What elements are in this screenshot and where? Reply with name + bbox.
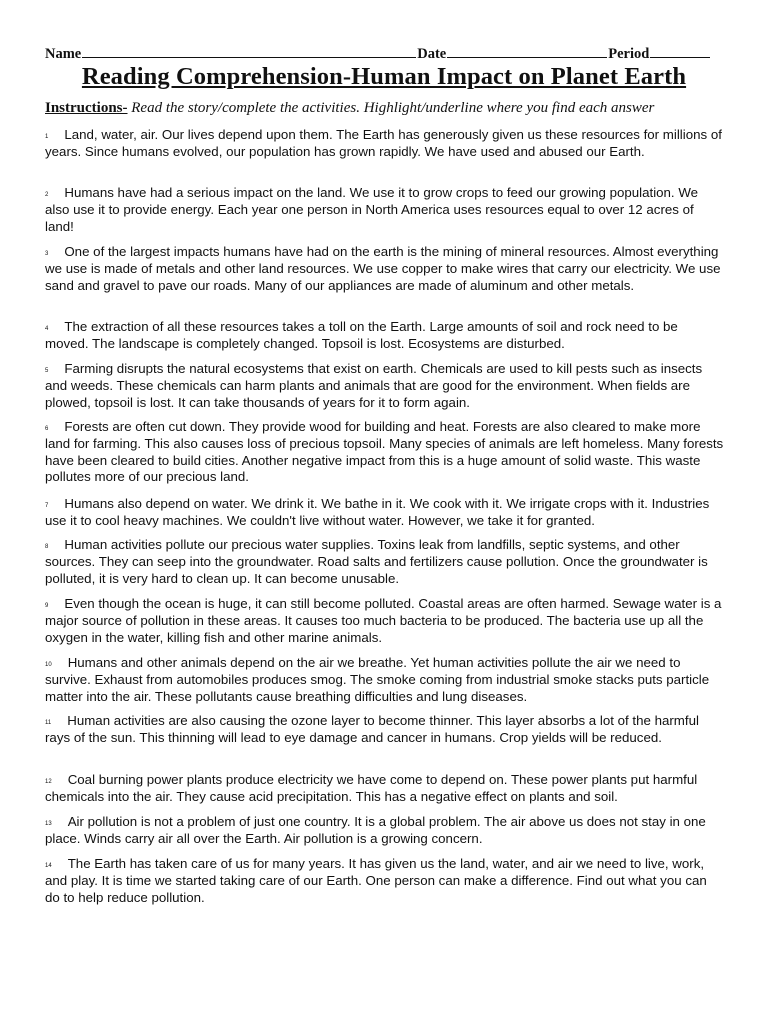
instructions-text: Read the story/complete the activities. Highlight/underline where you find each answer	[127, 100, 655, 116]
paragraph-7	[45, 496, 725, 530]
paragraph-9	[45, 596, 725, 646]
paragraph-12	[45, 772, 725, 806]
date-blank[interactable]	[447, 46, 607, 58]
name-label: Name	[45, 46, 82, 62]
instructions	[45, 100, 745, 117]
paragraph-text: Land, water, air. Our lives depend upon them. The Earth has generously given us these resources for millions of years. Since humans evolved, our population has grown rapidly. We have used and abused our Earth.	[45, 127, 722, 159]
instructions-label: Instructions-	[45, 100, 128, 116]
paragraph-text: Human activities are also causing the ozone layer to become thinner. This layer absorbs a lot of the harmful rays of the sun. This thinning will lead to eye damage and cancer in humans. Crop yields will be reduced.	[45, 713, 699, 745]
paragraph-text: One of the largest impacts humans have had on the earth is the mining of mineral resources. Almost everything we use is made of metals and other land resources. We use copper to make wires that carry our electricity. We use sand and gravel to pave our roads. Many of our appliances are made of aluminum and other metals.	[45, 244, 721, 293]
paragraph-number: 1	[45, 134, 49, 140]
paragraph-6	[45, 419, 725, 486]
period-label: Period	[608, 46, 650, 62]
paragraph-2	[45, 185, 725, 235]
paragraph-text: Even though the ocean is huge, it can still become polluted. Coastal areas are often harmed. Sewage water is a major source of pollution in these areas. It causes too much bacteria to be produced. The bacteria use up all the oxygen in the water, killing fish and other marine animals.	[45, 596, 722, 645]
paragraph-3	[45, 244, 725, 294]
paragraph-11	[45, 713, 725, 747]
paragraph-number: 6	[45, 426, 49, 432]
date-label: Date	[417, 46, 447, 62]
paragraph-number: 12	[45, 779, 52, 785]
paragraph-number: 13	[45, 821, 52, 827]
paragraph-text: Forests are often cut down. They provide wood for building and heat. Forests are also cleared to make more land for farming. This also causes loss of precious topsoil. Many species of animals are left homeless. Many forests have been cleared to build cities. Another negative impact from this is a huge amount of solid waste. This waste pollutes more of our precious land.	[45, 419, 724, 485]
paragraph-text: Coal burning power plants produce electricity we have come to depend on. These power plants put harmful chemicals into the air. They cause acid precipitation. This has a negative effect on plants and soil.	[45, 772, 698, 804]
paragraph-text: Humans have had a serious impact on the land. We use it to grow crops to feed our growing population. We also use it to provide energy. Each year one person in North America uses resources equal to over 12 acres of land!	[45, 185, 699, 234]
paragraph-number: 9	[45, 603, 49, 609]
paragraph-8	[45, 537, 725, 587]
paragraph-number: 7	[45, 503, 49, 509]
paragraph-number: 5	[45, 368, 49, 374]
paragraph-number: 11	[45, 720, 52, 726]
paragraph-number: 4	[45, 326, 49, 332]
paragraph-number: 14	[45, 863, 52, 869]
paragraph-text: The Earth has taken care of us for many years. It has given us the land, water, and air we need to live, work, and play. It is time we started taking care of our Earth. One person can make a difference. Find out what you can do to help reduce pollution.	[45, 856, 707, 905]
paragraph-5	[45, 361, 725, 411]
paragraph-13	[45, 814, 725, 848]
period-blank[interactable]	[650, 46, 710, 58]
paragraph-text: Humans and other animals depend on the air we breathe. Yet human activities pollute the air we need to survive. Exhaust from automobiles produces smog. The smoke coming from industrial smoke stacks puts particle matter into the air. These pollutants cause breathing difficulties and lung diseases.	[45, 655, 710, 704]
paragraph-4	[45, 319, 725, 353]
paragraph-10	[45, 655, 725, 705]
paragraph-text: Human activities pollute our precious water supplies. Toxins leak from landfills, septic systems, and other sources. They can seep into the groundwater. Road salts and fertilizers cause pollution. Once the groundwater is polluted, it is very hard to clean up. It can become unusable.	[45, 537, 708, 586]
paragraph-text: The extraction of all these resources takes a toll on the Earth. Large amounts of soil and rock need to be moved. The landscape is completely changed. Topsoil is lost. Ecosystems are disturbed.	[45, 319, 678, 351]
paragraph-text: Farming disrupts the natural ecosystems that exist on earth. Chemicals are used to kill pests such as insects and weeds. These chemicals can harm plants and animals that are good for the environment. When fields are plowed, topsoil is lost. It can take thousands of years for it to form again.	[45, 361, 703, 410]
paragraph-14	[45, 856, 725, 906]
paragraph-number: 2	[45, 192, 49, 198]
paragraph-number: 8	[45, 544, 49, 550]
paragraph-text: Air pollution is not a problem of just one country. It is a global problem. The air above us does not stay in one place. Winds carry air all over the Earth. Air pollution is a growing concern.	[45, 814, 706, 846]
paragraph-number: 10	[45, 662, 52, 668]
paragraph-text: Humans also depend on water. We drink it. We bathe in it. We cook with it. We irrigate crops with it. Industries use it to cool heavy machines. We couldn't live without water. However, we take it for granted.	[45, 496, 710, 528]
name-blank[interactable]	[82, 46, 416, 58]
paragraph-number: 3	[45, 251, 49, 257]
page-title: Reading Comprehension-Human Impact on Planet Earth	[81, 63, 687, 90]
paragraph-1	[45, 127, 725, 161]
